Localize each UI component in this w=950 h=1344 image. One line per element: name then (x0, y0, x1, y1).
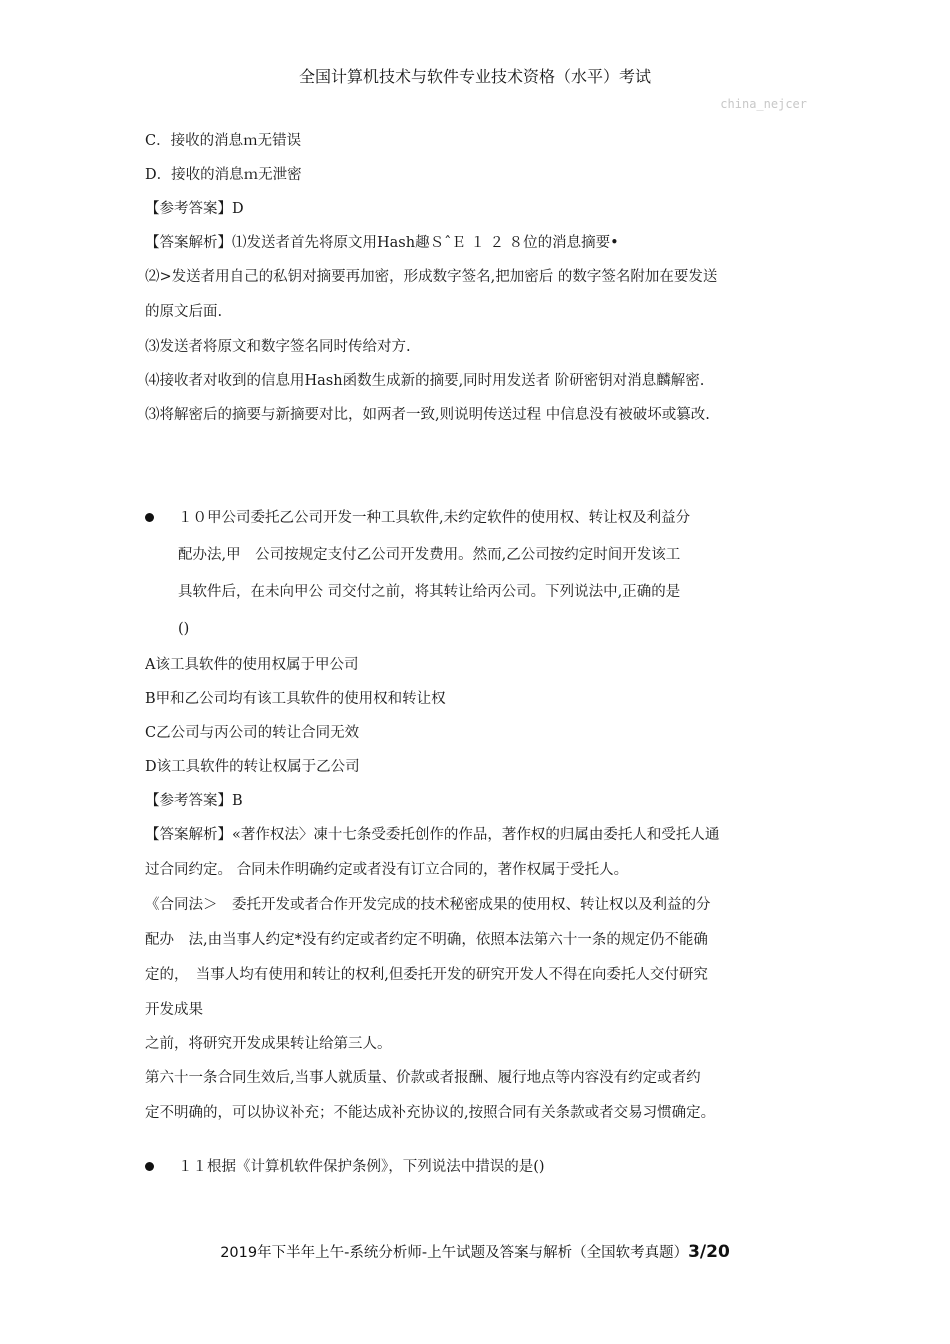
reference-answer: 【参考答案】B (145, 793, 243, 809)
analysis-line: 开发成果 (145, 1002, 203, 1018)
option-b: B甲和乙公司均有该工具软件的使用权和转让权 (145, 691, 446, 707)
option-c: C乙公司与丙公司的转让合同无效 (145, 725, 360, 741)
analysis-line: 《合同法＞ 委托开发或者合作开发完成的技术秘密成果的使用权、转让权以及利益的分 (145, 897, 711, 913)
watermark: china_nejcer (720, 97, 807, 111)
analysis-line: 第六十一条合同生效后,当事人就质量、价款或者报酬、履行地点等内容没有约定或者约 (145, 1070, 701, 1086)
page-content (145, 124, 815, 1186)
option-c: C．接收的消息ｍ无错误 (145, 133, 302, 149)
question-text: () (178, 621, 190, 637)
analysis-line: 定不明确的，可以协议补充；不能达成补充协议的,按照合同有关条款或者交易习惯确定。 (145, 1105, 716, 1121)
bullet-icon (145, 1162, 154, 1171)
analysis-line: ⑶将解密后的摘要与新摘要对比，如两者一致,则说明传送过程 中信息没有被破坏或篡改. (145, 407, 710, 423)
analysis-line: 的原文后面. (145, 304, 223, 320)
analysis-line: 配办 法,由当事人约定*没有约定或者约定不明确，依照本法第六十一条的规定仍不能确 (145, 932, 708, 948)
option-a: A该工具软件的使用权属于甲公司 (145, 657, 359, 673)
document-footer (0, 1241, 950, 1262)
question-text: 配办法,甲 公司按规定支付乙公司开发费用。然而,乙公司按约定时间开发该工 (178, 547, 681, 563)
footer-title: 2019年下半年上午-系统分析师-上午试题及答案与解析（全国软考真题） (220, 1245, 689, 1261)
analysis-line: 之前，将研究开发成果转让给第三人。 (145, 1036, 392, 1052)
document-header: 全国计算机技术与软件专业技术资格（水平）考试 (298, 67, 651, 86)
question-text: １０甲公司委托乙公司开发一种工具软件,未约定软件的使用权、转让权及利益分 (178, 510, 691, 526)
analysis-line: 【答案解析】⑴发送者首先将原文用Hash趣ＳˆＥ １ ２ ８位的消息摘要• (145, 235, 619, 251)
bullet-icon (145, 513, 154, 522)
question-text: １１根据《计算机软件保护条例》，下列说法中措误的是() (178, 1159, 545, 1175)
option-d: D．接收的消息ｍ无泄密 (145, 167, 302, 183)
option-d: D该工具软件的转让权属于乙公司 (145, 759, 360, 775)
question-10 (145, 500, 815, 648)
analysis-line: 【答案解析】«著作权法〉凍十七条受委托创作的作品，著作权的归属由委托人和受托人通 (145, 827, 720, 843)
analysis-line: 定的， 当事人均有使用和转让的权利,但委托开发的研究开发人不得在向委托人交付研究 (145, 967, 708, 983)
analysis-line: ⑷接收者对收到的信息用Hash函数生成新的摘要,同时用发送者 阶研密钥对消息麟解密. (145, 373, 705, 389)
analysis-line: 过合同约定。 合同未作明确约定或者没有订立合同的，著作权属于受托人。 (145, 862, 629, 878)
question-11 (145, 1149, 815, 1186)
page-number: 3/20 (688, 1242, 730, 1262)
analysis-line: ⑶发送者将原文和数字签名同时传给对方. (145, 339, 411, 355)
reference-answer: 【参考答案】D (145, 201, 244, 217)
question-text: 具软件后，在未向甲公 司交付之前，将其转让给丙公司。下列说法中,正确的是 (178, 584, 681, 600)
analysis-line: ⑵>发送者用自己的私钥对摘要再加密，形成数字签名,把加密后 的数字签名附加在要发送 (145, 269, 718, 285)
